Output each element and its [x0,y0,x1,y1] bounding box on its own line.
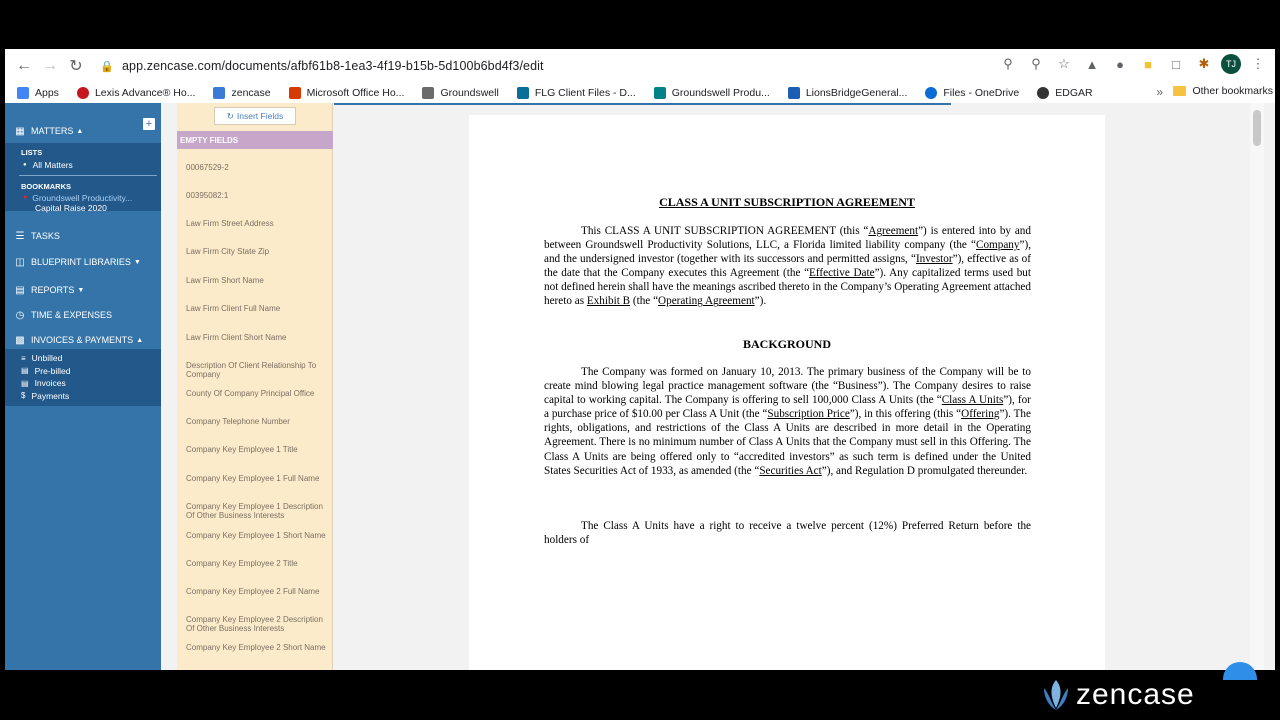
bookmarks-more-chevron-icon[interactable]: » [1156,85,1163,99]
lists-header: LISTS [21,147,43,157]
nav-matters[interactable] [5,120,161,142]
loading-progress-bar [334,103,951,105]
field-item[interactable]: Company Key Employee 2 Description Of Other Business Interests [186,615,323,633]
edgar-icon [1037,87,1049,99]
field-item[interactable]: Description Of Client Relationship To Company [186,361,317,379]
bookmark-2-label: Capital Raise 2020 [35,202,107,213]
nav-reports[interactable] [5,279,161,301]
zencase-watermark [1040,678,1195,712]
bookmark-label: FLG Client Files - D... [534,87,636,99]
divider [19,175,157,176]
briefcase-icon: ▦ [15,125,25,137]
document-scrollbar[interactable] [1250,103,1264,670]
extension-flame-icon[interactable]: ▲ [1085,56,1099,72]
bookmark-label: Microsoft Office Ho... [306,87,405,99]
left-sidebar [5,103,161,670]
extension-circle-icon[interactable]: ● [1116,56,1124,72]
office-icon [289,87,301,99]
bookmark-label: Apps [35,87,59,99]
nav-blueprint[interactable] [5,251,161,273]
field-item[interactable]: Company Key Employee 1 Title [186,445,298,454]
invoice-icon: ▤ [21,378,29,388]
field-item[interactable]: 00067529-2 [186,163,229,172]
nav-bookmark-groundswell[interactable] [5,193,161,203]
lexis-icon [77,87,89,99]
unbilled-label: Unbilled [31,353,63,364]
bookmark-groundswell-produ[interactable] [654,87,770,99]
nav-payments[interactable] [5,390,161,403]
zencase-icon [213,87,225,99]
payment-icon: $ [21,391,26,401]
nav-invoices-payments[interactable] [5,329,161,351]
bookmark-zencase[interactable] [213,87,270,99]
nav-blueprint-label: BLUEPRINT LIBRARIES [31,257,131,267]
caret-down-icon: ▼ [77,286,85,294]
invoices-submenu [5,349,161,406]
onedrive-icon [925,87,937,99]
caret-down-icon: ▼ [133,258,141,266]
menu-kebab-icon[interactable]: ⋮ [1251,56,1265,71]
bookmark-groundswell[interactable] [422,87,498,99]
payments-label: Payments [31,390,70,401]
dropbox-icon [517,87,529,99]
insert-fields-label: Insert Fields [236,111,284,121]
caret-up-icon: ▲ [76,127,84,135]
profile-avatar[interactable]: TJ [1221,54,1241,74]
extension-g-icon[interactable]: □ [1172,56,1180,72]
toolbar [5,49,1275,83]
unbilled-icon: ≡ [21,353,26,363]
nav-all-matters[interactable] [5,159,161,172]
bookmark-edgar[interactable] [1037,87,1092,99]
nav-invoices[interactable] [5,377,161,390]
clock-icon: ◷ [15,309,25,321]
nav-invoices-label: INVOICES & PAYMENTS [31,335,134,345]
reports-icon: ▤ [15,284,25,296]
book-icon: ◫ [15,256,25,268]
bookmark-apps[interactable] [17,87,59,99]
field-item[interactable]: County Of Company Principal Office [186,389,315,398]
nav-bookmark-capital-raise[interactable] [5,203,161,213]
app-content [5,103,1275,670]
url-text[interactable]: app.zencase.com/documents/afbf61b8-1ea3-4f19-b15b-5d100b6bd4f3/edit [122,59,544,73]
bookmark-label: Groundswell Produ... [671,87,770,99]
nav-time-label: TIME & EXPENSES [31,310,113,320]
bookmarks-header: BOOKMARKS [21,181,71,191]
prebilled-label: Pre-billed [34,365,71,376]
money-icon: ▩ [15,334,25,346]
field-item[interactable]: Company Key Employee 1 Full Name [186,474,320,483]
sharepoint-icon [654,87,666,99]
field-item[interactable]: 00395082:1 [186,191,229,200]
insert-fields-button[interactable] [214,107,296,125]
document-title: CLASS A UNIT SUBSCRIPTION AGREEMENT [659,195,915,209]
refresh-icon: ↻ [226,110,234,121]
apps-grid-icon [17,87,29,99]
bookmark-office[interactable] [289,87,405,99]
bookmark-lexis[interactable] [77,87,196,99]
field-item[interactable]: Law Firm Short Name [186,276,264,285]
toolbar-actions [997,53,1269,75]
fields-panel [177,103,333,670]
background-paragraph[interactable]: The Company was formed on January 10, 2013. The primary business of the Company will be to create mind blowing legal practice management software (the “Business”). The Company desires to raise capital to working capital. The Company is offering to sell 100,000 Class A Units (the “Class A Units”), for a purchase price of $10.00 per Class A Unit (the “Subscription Price”), in this offering (this “Offering”). The rights, obligations, and restrictions of the Class A Units are described in more detail in the Operating Agreement. There is no minimum number of Class A Units that the Company must sell in this Offering. The Class A Units are being offered only to “accredited investors” as such term is defined under the United States Securities Act of 1933, as amended (the “Securities Act”), and Regulation D promulgated thereunder. [544,366,1031,477]
nav-reports-label: REPORTS [31,285,75,295]
zencase-lotus-icon [1040,678,1072,712]
field-item[interactable]: Company Key Employee 2 Title [186,559,298,568]
bookmark-lionsbridge[interactable] [788,87,908,99]
field-item[interactable]: Company Telephone Number [186,417,290,426]
section-heading: BACKGROUND [742,337,831,351]
field-item[interactable]: Law Firm Client Short Name [186,333,287,342]
bookmark-1-label: Groundswell Productivity... [32,192,133,203]
bookmarks-bar [5,83,1275,103]
add-matter-button[interactable]: + [143,118,155,130]
all-matters-label: All Matters [32,159,73,170]
matters-submenu [5,143,161,211]
other-bookmarks[interactable] [1173,85,1273,97]
bullet-icon: ● [23,161,27,168]
field-item[interactable]: Law Firm Client Full Name [186,304,281,313]
nav-time-expenses[interactable] [5,304,161,326]
back-arrow-icon[interactable]: ← [16,57,32,74]
bookmark-label: zencase [231,87,271,99]
forward-arrow-icon[interactable]: → [42,57,58,74]
bookmark-label: LionsBridgeGeneral... [805,87,908,99]
nav-prebilled[interactable] [5,365,161,378]
browser-window [5,49,1275,670]
bookmark-label: Lexis Advance® Ho... [94,87,196,99]
reload-icon[interactable]: ↻ [69,58,83,75]
nav-matters-label: MATTERS [31,126,74,136]
bookmark-dot-icon: ● [23,194,28,201]
star-icon[interactable]: ☆ [1058,56,1070,71]
extension-colorful-icon[interactable]: ✱ [1198,56,1210,71]
document-page[interactable] [469,115,1105,670]
nav-unbilled[interactable] [5,352,161,365]
tasks-list-icon: ☰ [15,230,25,242]
nav-tasks[interactable] [5,225,161,247]
other-bookmarks-label: Other bookmarks [1192,85,1273,97]
nav-tasks-label: TASKS [31,231,60,241]
bookmark-flg[interactable] [517,87,636,99]
caret-up-icon: ▲ [136,336,144,344]
scrollbar-thumb[interactable] [1253,110,1261,146]
field-item[interactable]: Company Key Employee 2 Short Name [186,643,326,652]
empty-fields-header: EMPTY FIELDS [177,131,333,149]
lock-icon: 🔒 [100,60,114,73]
invoices-label: Invoices [34,378,66,389]
field-item[interactable]: Company Key Employee 1 Short Name [186,531,326,540]
field-item[interactable]: Law Firm City State Zip [186,247,270,256]
folder-icon [1173,86,1186,96]
intro-paragraph[interactable]: This CLASS A UNIT SUBSCRIPTION AGREEMENT (this “Agreement”) is entered into by and between Groundswell Productivity Solutions, LLC, a Florida limited liability company (the “Company”), and the undersigned investor (together with its successors and permitted assigns, “Investor”), effective as of the date that the Company executes this Agreement (the “Effective Date”). Any capitalized terms used but not defined herein shall have the meanings ascribed thereto in the Company’s Operating Agreement attached hereto as Exhibit B (the “Operating Agreement”). [544,225,1031,308]
bookmark-label: Files - OneDrive [943,87,1020,99]
field-item[interactable]: Company Key Employee 2 Full Name [186,587,320,596]
key-icon[interactable]: ⚲ [1003,56,1013,71]
field-item[interactable]: Law Firm Street Address [186,219,274,228]
field-item[interactable]: Company Key Employee 1 Description Of Other Business Interests [186,502,323,520]
document-editor [334,103,1264,670]
extension-note-icon[interactable]: ■ [1144,56,1152,72]
prebilled-icon: ▤ [21,366,29,376]
bookmark-onedrive[interactable] [925,87,1019,99]
groundswell-icon [422,87,434,99]
bookmark-label: EDGAR [1055,87,1093,99]
bookmark-label: Groundswell [440,87,499,99]
sharepoint-icon [788,87,800,99]
preferred-return-paragraph[interactable]: The Class A Units have a right to receive a twelve percent (12%) Preferred Return before the holders of [544,520,1031,547]
zoom-icon[interactable]: ⚲ [1031,56,1041,71]
brand-wordmark: zencase [1076,678,1195,711]
